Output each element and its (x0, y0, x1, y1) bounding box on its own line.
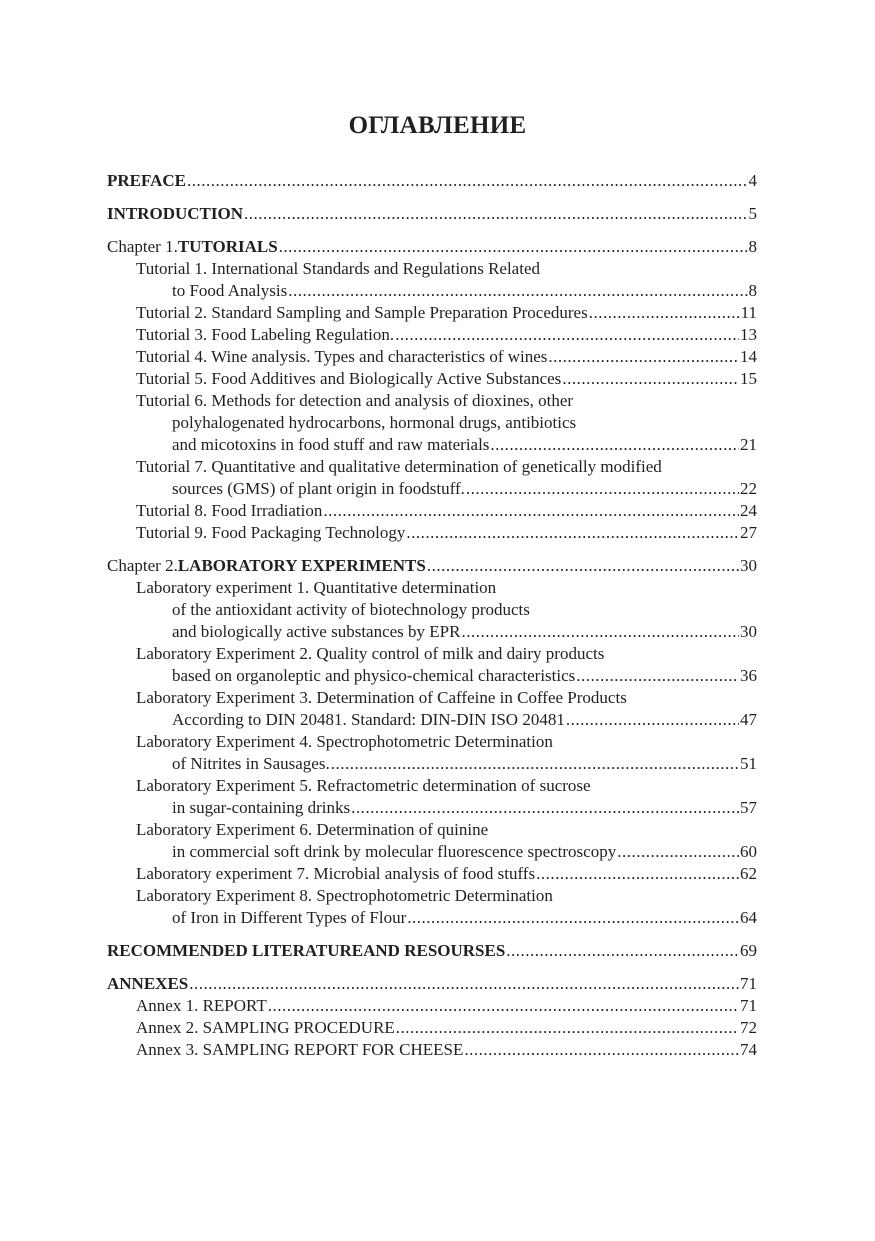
chapter-prefix: Chapter 1. (107, 237, 178, 256)
dot-leader (288, 280, 747, 302)
dot-leader (589, 302, 740, 324)
toc-entry-continuation-line (136, 709, 757, 731)
toc-entry-line (136, 577, 757, 599)
dot-leader (461, 621, 739, 643)
toc-entry-continuation-line (136, 412, 757, 434)
toc-page-number: 24 (740, 501, 757, 520)
toc-entry-title: INTRODUCTION (107, 204, 244, 223)
toc-page-number: 4 (748, 171, 757, 190)
toc-entry-text: Annex 1. REPORT (136, 996, 267, 1015)
toc-entry-text: Laboratory Experiment 2. Quality control of milk and dairy products (136, 644, 605, 663)
toc-entry-text: Annex 3. SAMPLING REPORT FOR CHEESE (136, 1040, 464, 1059)
dot-leader (268, 995, 739, 1017)
toc-entry-item[interactable] (107, 368, 757, 390)
toc-entry-text: Laboratory experiment 1. Quantitative determination (136, 578, 497, 597)
dot-leader (396, 1017, 739, 1039)
toc-entry-item[interactable] (107, 500, 757, 522)
toc-page-number: 64 (740, 908, 757, 927)
toc-page-number: 8 (748, 237, 757, 256)
dot-leader (466, 478, 739, 500)
toc-entry-text: and micotoxins in food stuff and raw materials (172, 435, 490, 454)
toc-entry-line (136, 1039, 757, 1061)
toc-page-number: 27 (740, 523, 757, 542)
toc-entry-introduction[interactable] (107, 203, 757, 225)
toc-entry-continuation-line (136, 753, 757, 775)
toc-entry-line (136, 456, 757, 478)
toc-entry-item[interactable] (107, 863, 757, 885)
toc-entry-text: of the antioxidant activity of biotechnology products (172, 600, 530, 619)
toc-page-number: 47 (740, 710, 757, 729)
dot-leader (566, 709, 739, 731)
toc-section-literature (107, 940, 757, 962)
toc-entry-text: polyhalogenated hydrocarbons, hormonal drugs, antibiotics (172, 413, 577, 432)
toc-entry-line (136, 324, 757, 346)
toc-entry-text: Tutorial 8. Food Irradiation (136, 501, 323, 520)
dot-leader (244, 203, 747, 225)
toc-entry-continuation-line (136, 907, 757, 929)
toc-page-number: 71 (740, 996, 757, 1015)
toc-entry-text: Tutorial 7. Quantitative and qualitative determination of genetically modified (136, 457, 662, 476)
toc-section-introduction (107, 203, 757, 225)
toc-entry-text: Tutorial 1. International Standards and Regulations Related (136, 259, 540, 278)
toc-section-preface (107, 170, 757, 192)
toc-entry-continuation-line (136, 621, 757, 643)
toc-page-number: 14 (740, 347, 757, 366)
toc-page-number: 11 (740, 303, 757, 322)
toc-page-number: 51 (740, 754, 757, 773)
toc-entry-text: and biologically active substances by EPR (172, 622, 461, 641)
toc-entry-text: Tutorial 6. Methods for detection and analysis of dioxines, other (136, 391, 574, 410)
toc-entry-text: Tutorial 4. Wine analysis. Types and characteristics of wines (136, 347, 548, 366)
dot-leader (407, 907, 739, 929)
toc-page-number: 5 (748, 204, 757, 223)
toc-entry-item[interactable] (107, 1017, 757, 1039)
chapter-1-items (107, 258, 757, 544)
toc-entry-continuation-line (136, 665, 757, 687)
toc-entry-text: based on organoleptic and physico-chemical characteristics (172, 666, 576, 685)
toc-entry-line (136, 1017, 757, 1039)
toc-page-number: 15 (740, 369, 757, 388)
toc-page-number: 72 (740, 1018, 757, 1037)
annexes-items (107, 995, 757, 1061)
toc-entry-continuation-line (136, 280, 757, 302)
toc-entry-line (136, 819, 757, 841)
toc-entry-line (136, 995, 757, 1017)
toc-section-chapter-1 (107, 236, 757, 544)
toc-entry-line (136, 687, 757, 709)
toc-page-number: 22 (740, 479, 757, 498)
toc-entry-line (136, 885, 757, 907)
toc-entry-preface[interactable] (107, 170, 757, 192)
dot-leader (406, 522, 739, 544)
toc-entry-text: Tutorial 9. Food Packaging Technology (136, 523, 406, 542)
dot-leader (576, 665, 739, 687)
toc-entry-continuation-line (136, 797, 757, 819)
toc-entry-item[interactable] (107, 1039, 757, 1061)
toc-entry-title: PREFACE (107, 171, 187, 190)
toc-entry-text: Laboratory experiment 7. Microbial analysis of food stuffs (136, 864, 536, 883)
toc-page-number: 21 (740, 435, 757, 454)
toc-entry-text: in commercial soft drink by molecular fluorescence spectroscopy (172, 842, 617, 861)
toc-entry-text: of Nitrites in Sausages. (172, 754, 330, 773)
toc-entry-item[interactable] (107, 819, 757, 863)
toc-entry-line (136, 368, 757, 390)
toc-entry-line (136, 390, 757, 412)
toc-entry-item[interactable] (107, 995, 757, 1017)
toc-page-number: 8 (748, 281, 757, 300)
toc-entry-text: Tutorial 2. Standard Sampling and Sample Preparation Procedures (136, 303, 588, 322)
toc-entry-text: Laboratory Experiment 5. Refractometric determination of sucrose (136, 776, 591, 795)
toc-entry-continuation-line (136, 599, 757, 621)
toc-entry-title: RECOMMENDED LITERATUREAND RESOURSES (107, 941, 506, 960)
toc-entry-line (136, 775, 757, 797)
toc-entry-continuation-line (136, 478, 757, 500)
toc-entry-line (136, 643, 757, 665)
chapter-title: LABORATORY EXPERIMENTS (177, 556, 426, 575)
chapter-title: TUTORIALS (177, 237, 278, 256)
dot-leader (464, 1039, 739, 1061)
toc-entry-item[interactable] (107, 302, 757, 324)
toc-entry-text: Laboratory Experiment 3. Determination of Caffeine in Coffee Products (136, 688, 627, 707)
toc-entry-line (136, 346, 757, 368)
toc-entry-text: According to DIN 20481. Standard: DIN-DIN ISO 20481 (172, 710, 565, 729)
toc-page-number: 74 (740, 1040, 757, 1059)
toc-entry-item[interactable] (107, 390, 757, 456)
toc-section-chapter-2 (107, 555, 757, 929)
toc-entry-line (136, 500, 757, 522)
toc-entry-item[interactable] (107, 885, 757, 929)
toc-entry-item[interactable] (107, 456, 757, 500)
toc-entry-item[interactable] (107, 577, 757, 643)
dot-leader (506, 940, 739, 962)
toc-entry-chapter-2[interactable] (107, 555, 757, 577)
toc-entry-item[interactable] (107, 346, 757, 368)
toc-entry-annexes[interactable] (107, 973, 757, 995)
toc-entry-item[interactable] (107, 731, 757, 775)
toc-entry-text: in sugar-containing drinks (172, 798, 351, 817)
toc-entry-text: Laboratory Experiment 6. Determination of quinine (136, 820, 489, 839)
dot-leader (395, 324, 739, 346)
dot-leader (279, 236, 748, 258)
toc-page-number: 62 (740, 864, 757, 883)
toc-entry-line (136, 258, 757, 280)
dot-leader (189, 973, 739, 995)
toc-entry-literature[interactable] (107, 940, 757, 962)
dot-leader (562, 368, 739, 390)
dot-leader (536, 863, 739, 885)
dot-leader (331, 753, 739, 775)
page-title: ОГЛАВЛЕНИЕ (348, 112, 527, 139)
toc-page-number: 57 (740, 798, 757, 817)
toc-page-number: 36 (740, 666, 757, 685)
table-of-contents (107, 170, 757, 1072)
toc-entry-title: ANNEXES (107, 974, 189, 993)
dot-leader (427, 555, 739, 577)
chapter-prefix: Chapter 2. (107, 556, 178, 575)
chapter-2-items (107, 577, 757, 929)
toc-entry-item[interactable] (107, 775, 757, 819)
dot-leader (490, 434, 739, 456)
toc-page-number: 30 (740, 556, 757, 575)
toc-entry-item[interactable] (107, 324, 757, 346)
toc-entry-text: Tutorial 3. Food Labeling Regulation. (136, 325, 395, 344)
toc-entry-item[interactable] (107, 522, 757, 544)
dot-leader (617, 841, 739, 863)
toc-page-number: 71 (740, 974, 757, 993)
toc-page-number: 60 (740, 842, 757, 861)
toc-entry-line (136, 863, 757, 885)
toc-entry-line (136, 731, 757, 753)
dot-leader (351, 797, 739, 819)
dot-leader (187, 170, 747, 192)
toc-entry-item[interactable] (107, 687, 757, 731)
toc-entry-text: Laboratory Experiment 4. Spectrophotometric Determination (136, 732, 553, 751)
toc-entry-text: sources (GMS) of plant origin in foodstuff. (172, 479, 465, 498)
toc-entry-line (136, 302, 757, 324)
toc-entry-chapter-1[interactable] (107, 236, 757, 258)
toc-entry-item[interactable] (107, 643, 757, 687)
dot-leader (323, 500, 739, 522)
toc-entry-text: of Iron in Different Types of Flour (172, 908, 407, 927)
toc-entry-text: Annex 2. SAMPLING PROCEDURE (136, 1018, 395, 1037)
toc-entry-text: Laboratory Experiment 8. Spectrophotometric Determination (136, 886, 553, 905)
toc-section-annexes (107, 973, 757, 1061)
toc-entry-text: Tutorial 5. Food Additives and Biologically Active Substances (136, 369, 562, 388)
toc-entry-text: to Food Analysis (172, 281, 288, 300)
toc-entry-item[interactable] (107, 258, 757, 302)
toc-page-number: 69 (740, 941, 757, 960)
toc-page-number: 30 (740, 622, 757, 641)
toc-entry-continuation-line (136, 434, 757, 456)
toc-entry-line (136, 522, 757, 544)
dot-leader (548, 346, 739, 368)
toc-page-number: 13 (740, 325, 757, 344)
toc-entry-continuation-line (136, 841, 757, 863)
